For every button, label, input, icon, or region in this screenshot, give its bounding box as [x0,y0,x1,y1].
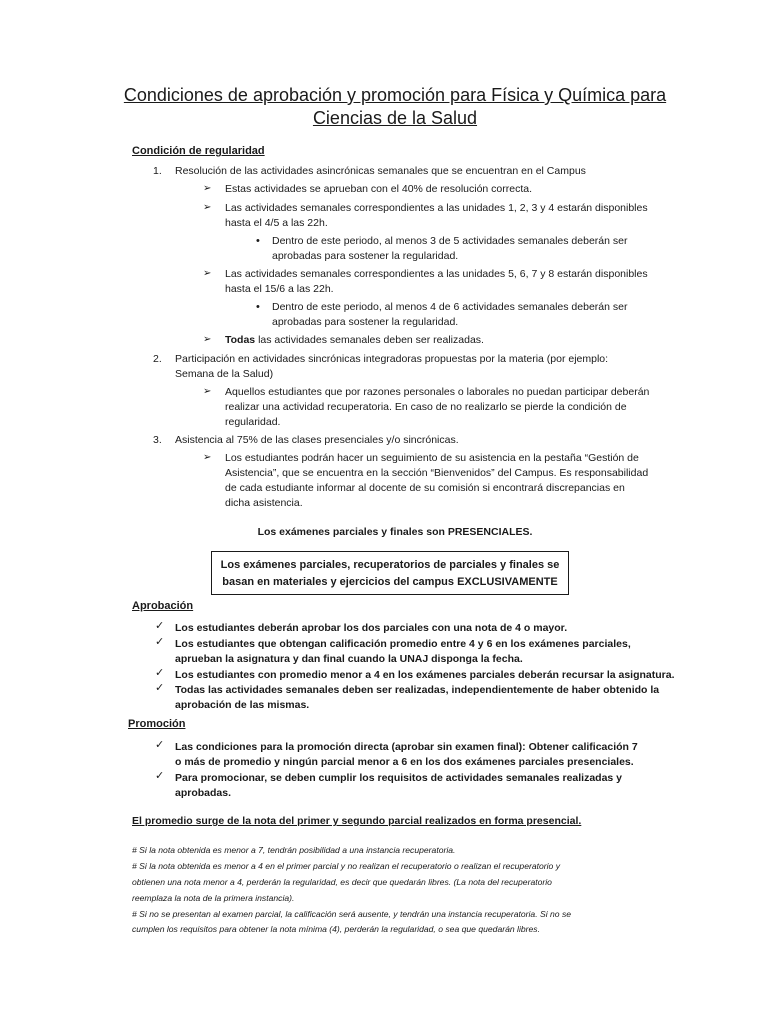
promocion-item-1-line-1: Las condiciones para la promoción directa (aprobar sin examen final): Obtener calificación 7 [175,741,638,753]
item-3-text: Asistencia al 75% de las clases presenciales y/o sincrónicas. [175,434,459,446]
item-number-3: 3. [153,434,162,446]
item-2-line-2: Semana de la Salud) [175,368,274,380]
note-line-3: obtienen una nota menor a 4, perderán la regularidad, es decir que quedarán libres. (La nota del recuperatorio [132,877,552,887]
promocion-item-2-line-2: aprobadas. [175,787,232,799]
arrow-bullet-icon: ➢ [203,183,212,194]
item-2-sub-line-2: realizar una actividad recuperatoria. En caso de no realizarlo se pierde la condición de [225,401,627,413]
item-2-sub-line-1: Aquellos estudiantes que por razones personales o laborales no puedan participar deberán [225,386,650,398]
check-icon: ✓ [155,636,165,648]
item-1-sub-3-line-2: hasta el 15/6 a las 22h. [225,283,334,295]
item-1-sub-3-bullet-line-1: Dentro de este periodo, al menos 4 de 6 actividades semanales deberán ser [272,301,628,313]
item-3-sub-line-3: de cada estudiante informar al docente de su comisión si encontrará discrepancias en [225,482,625,494]
page-title [100,84,690,130]
heading-regularidad: Condición de regularidad [132,145,265,157]
note-line-6: cumplen los requisitos para obtener la nota mínima (4), perderán la regularidad, o sea que quedarán libres. [132,924,540,934]
item-1-sub-2-bullet-line-2: aprobadas para sostener la regularidad. [272,250,459,262]
item-number-1: 1. [153,165,162,177]
arrow-bullet-icon: ➢ [203,386,212,397]
item-1-sub-4-bold: Todas [225,334,256,346]
dot-bullet-icon: • [256,301,260,313]
item-1-sub-1: Estas actividades se aprueban con el 40% de resolución correcta. [225,183,533,195]
promocion-item-2-line-1: Para promocionar, se deben cumplir los requisitos de actividades semanales realizadas y [175,772,623,784]
arrow-bullet-icon: ➢ [203,268,212,279]
note-line-5: # Si no se presentan al examen parcial, la calificación será ausente, y tendrán una instancia recuperatoria. Si no se [132,909,572,919]
aprobacion-item-2-line-2: aprueban la asignatura y dan final cuando la UNAJ disponga la fecha. [175,653,523,665]
box-line-2: basan en materiales y ejercicios del campus EXCLUSIVAMENTE [222,576,558,588]
arrow-bullet-icon: ➢ [203,452,212,463]
aprobacion-item-3: Los estudiantes con promedio menor a 4 en los exámenes parciales deberán recursar la asignatura. [175,669,675,681]
check-icon: ✓ [155,667,165,679]
check-icon: ✓ [155,770,165,782]
item-1-sub-2-line-2: hasta el 4/5 a las 22h. [225,217,328,229]
item-1-sub-3-bullet-line-2: aprobadas para sostener la regularidad. [272,316,459,328]
item-1-text: Resolución de las actividades asincrónicas semanales que se encuentran en el Campus [175,165,586,177]
promedio-note: El promedio surge de la nota del primer y segundo parcial realizados en forma presencial. [132,815,582,827]
item-3-sub-line-1: Los estudiantes podrán hacer un seguimiento de su asistencia en la pestaña “Gestión de [225,452,639,464]
aprobacion-item-4-line-1: Todas las actividades semanales deben ser realizadas, independientemente de haber obtenido la [175,684,660,696]
item-2-line-1: Participación en actividades sincrónicas integradoras propuestas por la materia (por ejemplo: [175,353,609,365]
item-3-sub-line-4: dicha asistencia. [225,497,303,509]
title-line-2: Ciencias de la Salud [312,108,478,128]
item-number-2: 2. [153,353,162,365]
heading-aprobacion: Aprobación [132,600,194,612]
item-1-sub-4 [225,332,484,348]
presenciales-note: Los exámenes parciales y finales son PRESENCIALES. [257,526,533,538]
promocion-item-1-line-2: o más de promedio y ningún parcial menor a 6 en los dos exámenes parciales presenciales. [175,756,634,768]
check-icon: ✓ [155,620,165,632]
check-icon: ✓ [155,682,165,694]
arrow-bullet-icon: ➢ [203,334,212,345]
aprobacion-item-1: Los estudiantes deberán aprobar los dos parciales con una nota de 4 o mayor. [175,622,568,634]
title-line-1: Condiciones de aprobación y promoción para Física y Química para [123,85,667,105]
note-line-1: # Si la nota obtenida es menor a 7, tendrán posibilidad a una instancia recuperatoria. [132,845,456,855]
item-1-sub-2-line-1: Las actividades semanales correspondientes a las unidades 1, 2, 3 y 4 estarán disponibles [225,202,648,214]
dot-bullet-icon: • [256,235,260,247]
box-line-1: Los exámenes parciales, recuperatorios de parciales y finales se [220,559,560,571]
item-1-sub-2-bullet-line-1: Dentro de este periodo, al menos 3 de 5 actividades semanales deberán ser [272,235,628,247]
aprobacion-item-2-line-1: Los estudiantes que obtengan calificación promedio entre 4 y 6 en los exámenes parciales, [175,638,631,650]
item-2-sub-line-3: regularidad. [225,416,281,428]
exclusive-materials-box [211,551,569,595]
item-3-sub-line-2: Asistencia”, que se encuentra en la sección “Bienvenidos” del Campus. Es responsabilidad [225,467,649,479]
check-icon: ✓ [155,739,165,751]
note-line-2: # Si la nota obtenida es menor a 4 en el primer parcial y no realizan el recuperatorio o realizan el recuperatorio y [132,861,561,871]
arrow-bullet-icon: ➢ [203,202,212,213]
item-1-sub-4-rest: las actividades semanales deben ser realizadas. [255,334,484,346]
aprobacion-item-4-line-2: aprobación de las mismas. [175,699,310,711]
item-1-sub-3-line-1: Las actividades semanales correspondientes a las unidades 5, 6, 7 y 8 estarán disponibles [225,268,648,280]
note-line-4: reemplaza la nota de la primera instancia). [132,893,295,903]
heading-promocion: Promoción [128,718,186,730]
